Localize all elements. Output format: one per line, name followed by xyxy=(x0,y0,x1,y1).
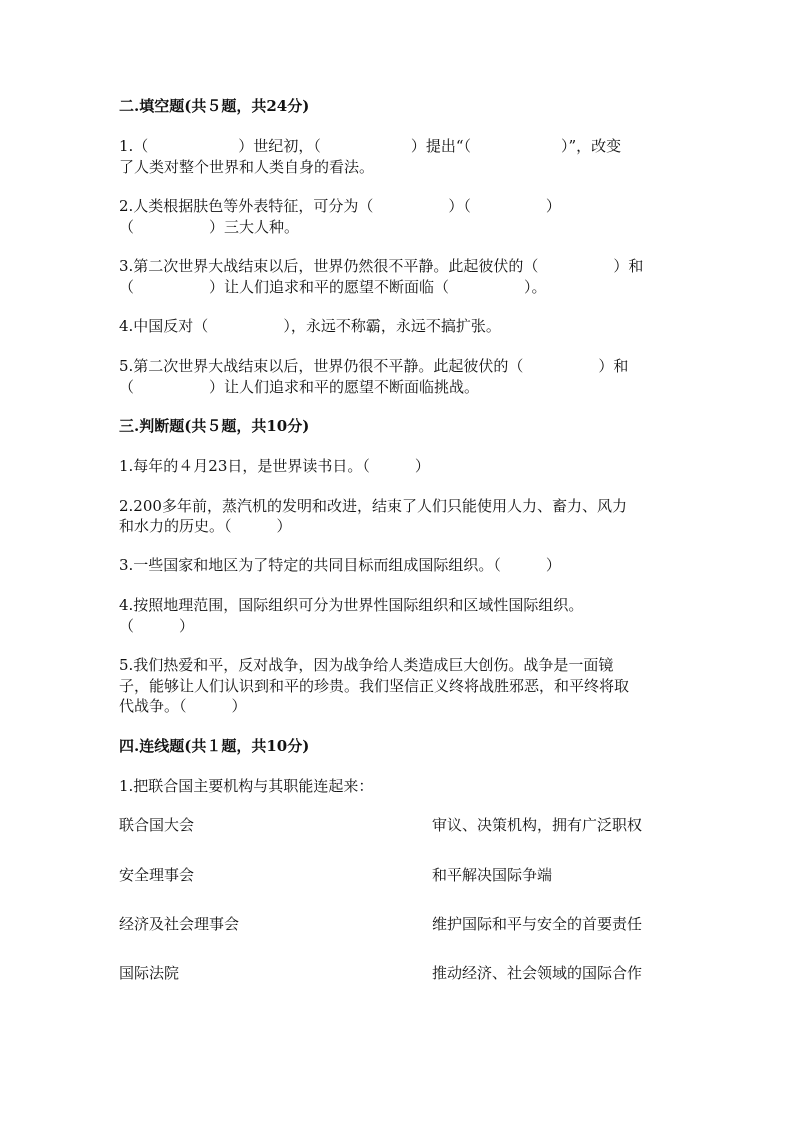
question-line: 了人类对整个世界和人类自身的看法。 xyxy=(119,158,375,176)
question-line: 4.中国反对（ ），永远不称霸，永远不搞扩张。 xyxy=(119,317,501,335)
question-line: （ ）三大人种。 xyxy=(119,218,300,236)
matching-right-item: 和平解决国际争端 xyxy=(432,866,553,884)
question-line: 1.每年的４月23日，是世界读书日。（ ） xyxy=(119,457,430,475)
matching-left-item: 联合国大会 xyxy=(119,816,195,834)
question-line: 代战争。（ ） xyxy=(119,697,247,715)
question-line: 4.按照地理范围，国际组织可分为世界性国际组织和区域性国际组织。 xyxy=(119,596,584,614)
matching-left-item: 经济及社会理事会 xyxy=(119,915,240,933)
question-line: 2.200多年前，蒸汽机的发明和改进，结束了人们只能使用人力、畜力、风力 xyxy=(119,497,627,515)
question-line: 子，能够让人们认识到和平的珍贵。我们坚信正义终将战胜邪恶，和平终将取 xyxy=(119,677,630,695)
question-line: 和水力的历史。（ ） xyxy=(119,517,292,535)
question-line: （ ） xyxy=(119,617,195,635)
question-line: 5.第二次世界大战结束以后，世界仍很不平静。此起彼伏的（ ）和 xyxy=(119,357,629,375)
matching-right-item: 审议、决策机构，拥有广泛职权 xyxy=(432,816,643,834)
section-heading-true-false: 三.判断题(共５题，共10分) xyxy=(119,417,310,435)
question-line: 3.第二次世界大战结束以后，世界仍然很不平静。此起彼伏的（ ）和 xyxy=(119,257,644,275)
section-heading-matching: 四.连线题(共１题，共10分) xyxy=(119,737,310,755)
section-heading-fill-blank: 二.填空题(共５题，共24分) xyxy=(119,97,310,115)
matching-left-item: 安全理事会 xyxy=(119,866,195,884)
matching-right-item: 推动经济、社会领域的国际合作 xyxy=(432,964,643,982)
matching-left-item: 国际法院 xyxy=(119,964,180,982)
question-line: 1.把联合国主要机构与其职能连起来： xyxy=(119,777,374,795)
matching-right-item: 维护国际和平与安全的首要责任 xyxy=(432,915,643,933)
question-line: （ ）让人们追求和平的愿望不断面临挑战。 xyxy=(119,378,480,396)
question-line: 3.一些国家和地区为了特定的共同目标而组成国际组织。（ ） xyxy=(119,556,561,574)
question-line: 5.我们热爱和平，反对战争，因为战争给人类造成巨大创伤。战争是一面镜 xyxy=(119,656,614,674)
question-line: 1.（ ）世纪初，（ ）提出“（ ）”，改变 xyxy=(119,137,622,155)
question-line: 2.人类根据肤色等外表特征，可分为（ ）（ ） xyxy=(119,197,561,215)
question-line: （ ）让人们追求和平的愿望不断面临（ ）。 xyxy=(119,278,547,296)
